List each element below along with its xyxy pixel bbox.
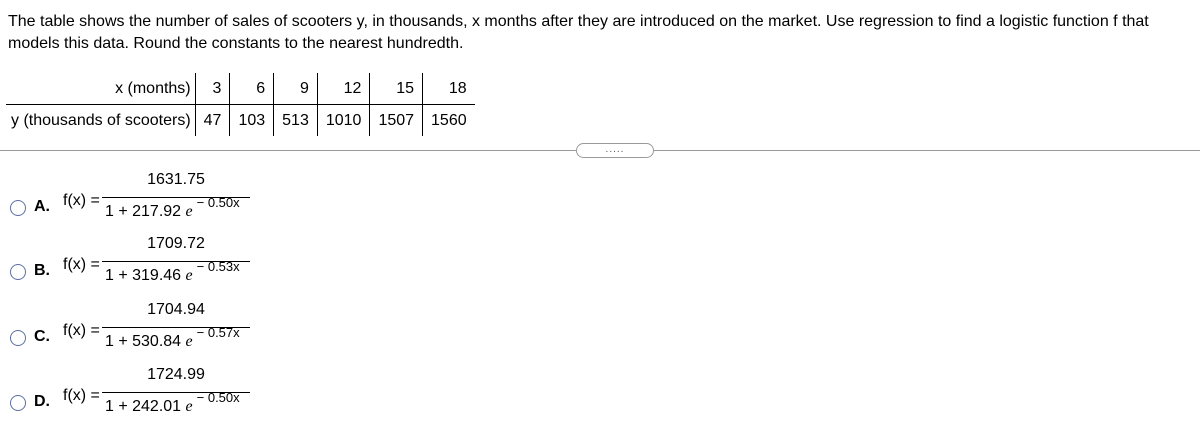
radio-button-c[interactable]: [10, 330, 26, 346]
exponent: − 0.50x: [196, 390, 240, 405]
y-value: 47: [195, 105, 230, 137]
table-row-x: [6, 73, 475, 105]
y-value: 1010: [317, 105, 370, 137]
y-value: 513: [274, 105, 318, 137]
denominator-prefix: 1 + 242.01: [105, 398, 182, 415]
exponent: − 0.53x: [196, 259, 240, 274]
function-label: f(x) =: [63, 387, 100, 404]
denominator: [105, 259, 240, 285]
radio-button-d[interactable]: [10, 395, 26, 411]
option-c[interactable]: [10, 301, 310, 368]
numerator: 1704.94: [147, 301, 205, 318]
function-label: f(x) =: [63, 192, 100, 209]
table-row-y: [6, 105, 475, 137]
numerator: 1631.75: [147, 171, 205, 188]
euler-e: e: [185, 398, 193, 415]
radio-button-b[interactable]: [10, 264, 26, 280]
y-value: 1560: [431, 111, 467, 129]
option-letter: A.: [34, 198, 50, 215]
denominator-prefix: 1 + 217.92: [105, 203, 182, 220]
y-header: y (thousands of scooters): [6, 105, 195, 137]
radio-button-a[interactable]: [10, 200, 26, 216]
denominator: [105, 325, 240, 351]
x-value: 3: [195, 73, 230, 105]
option-d[interactable]: [10, 366, 310, 433]
more-button[interactable]: .....: [576, 143, 654, 158]
exponent: − 0.50x: [196, 195, 240, 210]
question-text: The table shows the number of sales of scooters y, in thousands, x months after they are introduced on the market. Use regression to find a logistic function f that models this data. Round the constants to the nearest hundredth.: [8, 13, 1149, 52]
denominator-prefix: 1 + 319.46: [105, 267, 182, 284]
option-letter: C.: [34, 328, 50, 345]
x-header: x (months): [6, 73, 195, 105]
x-value: 9: [274, 73, 318, 105]
x-value: 18: [423, 73, 475, 105]
euler-e: e: [185, 267, 193, 284]
denominator-prefix: 1 + 530.84: [105, 333, 182, 350]
option-a[interactable]: [10, 171, 310, 238]
option-letter: B.: [34, 262, 50, 279]
function-label: f(x) =: [63, 256, 100, 273]
x-value: 12: [317, 73, 370, 105]
exponent: − 0.57x: [196, 325, 240, 340]
y-value: 1507: [370, 105, 423, 137]
function-label: f(x) =: [63, 322, 100, 339]
option-b[interactable]: [10, 235, 310, 302]
euler-e: e: [185, 203, 193, 220]
x-value: 6: [230, 73, 274, 105]
denominator: [105, 390, 240, 416]
numerator: 1709.72: [147, 235, 205, 252]
data-table: [6, 73, 475, 136]
denominator: [105, 195, 240, 221]
option-letter: D.: [34, 393, 50, 410]
euler-e: e: [185, 333, 193, 350]
x-value: 15: [370, 73, 423, 105]
y-value: 103: [230, 105, 274, 137]
numerator: 1724.99: [147, 366, 205, 383]
